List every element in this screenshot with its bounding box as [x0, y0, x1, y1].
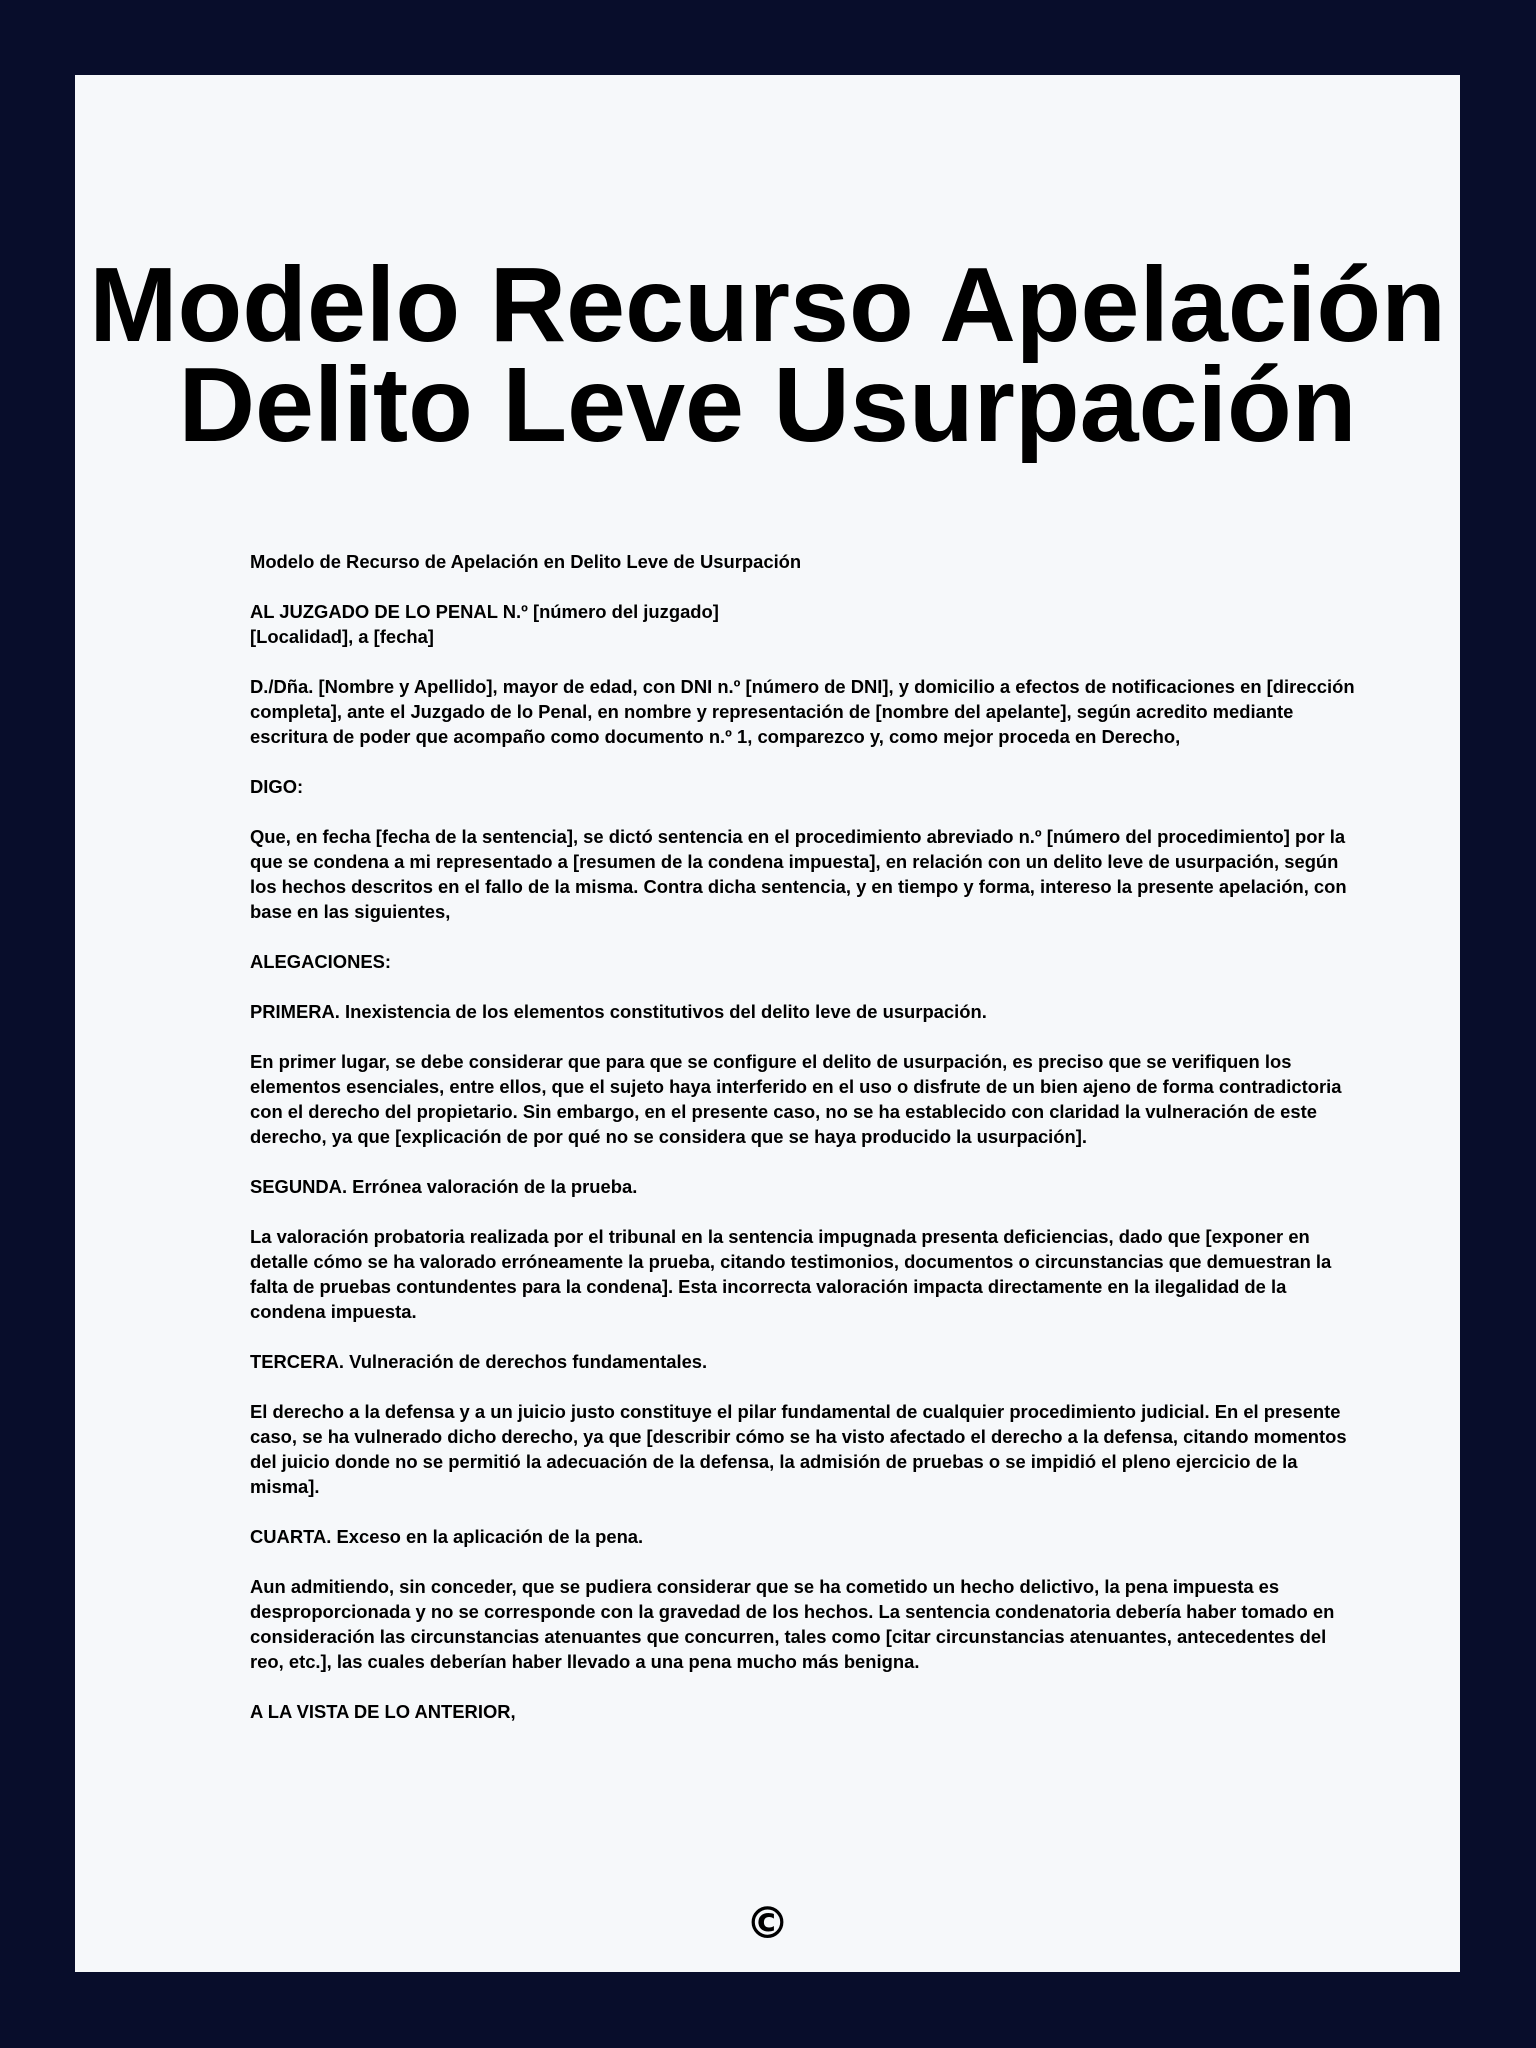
allegation-4-title: CUARTA. Exceso en la aplicación de la pena.	[250, 1526, 644, 1547]
allegation-2-text: La valoración probatoria realizada por el tribunal en la sentencia impugnada presenta deficiencias, dado que [exponer en detalle cómo se ha valorado erróneamente la prueba, citando testimonios, documentos o circunstancias que demuestran la falta de pruebas contundentes para la condena]. Esta incorrecta valoración impacta directamente en la ilegalidad de la condena impuesta.	[250, 1226, 1332, 1322]
allegation-4-text: Aun admitiendo, sin conceder, que se pudiera considerar que se ha cometido un hecho delictivo, la pena impuesta es desproporcionada y no se corresponde con la gravedad de los hechos. La sentencia condenatoria debería haber tomado en consideración las circunstancias atenuantes que concurren, tales como [citar circunstancias atenuantes, antecedentes del reo, etc.], las cuales deberían haber llevado a una pena mucho más benigna.	[250, 1576, 1335, 1672]
allegations-heading: ALEGACIONES:	[250, 951, 392, 972]
title-line-1: Modelo Recurso Apelación	[89, 246, 1446, 364]
digo-heading: DIGO:	[250, 776, 304, 797]
allegation-1-title: PRIMERA. Inexistencia de los elementos constitutivos del delito leve de usurpación.	[250, 1001, 987, 1022]
allegation-2-title: SEGUNDA. Errónea valoración de la prueba.	[250, 1176, 638, 1197]
court-address: AL JUZGADO DE LO PENAL N.º [número del juzgado]	[250, 601, 719, 622]
allegation-1-text: En primer lugar, se debe considerar que para que se configure el delito de usurpación, es preciso que se verifiquen los elementos esenciales, entre ellos, que el sujeto haya interferido en el uso o disfrute de un bien ajeno de forma contradictoria con el derecho del propietario. Sin embargo, en el presente caso, no se ha establecido con claridad la vulneración de este derecho, ya que [explicación de por qué no se considera que se haya producido la usurpación].	[250, 1051, 1342, 1147]
document-body	[250, 549, 1360, 1749]
allegation-3-title: TERCERA. Vulneración de derechos fundamentales.	[250, 1351, 708, 1372]
facts-paragraph: Que, en fecha [fecha de la sentencia], se dictó sentencia en el procedimiento abreviado n.º [número del procedimiento] por la que se condena a mi representado a [resumen de la condena impuesta], en relación con un delito leve de usurpación, según los hechos descritos en el fallo de la misma. Contra dicha sentencia, y en tiempo y forma, intereso la presente apelación, con base en las siguientes,	[250, 826, 1347, 922]
appearance-paragraph: D./Dña. [Nombre y Apellido], mayor de edad, con DNI n.º [número de DNI], y domicilio a efectos de notificaciones en [dirección completa], ante el Juzgado de lo Penal, en nombre y representación de [nombre del apelante], según acredito mediante escritura de poder que acompaño como documento n.º 1, comparezco y, como mejor proceda en Derecho,	[250, 676, 1355, 747]
document-heading: Modelo de Recurso de Apelación en Delito Leve de Usurpación	[250, 551, 802, 572]
place-date: [Localidad], a [fecha]	[250, 626, 434, 647]
document-title	[75, 246, 1460, 464]
title-line-2: Delito Leve Usurpación	[178, 346, 1357, 464]
conclusion-heading: A LA VISTA DE LO ANTERIOR,	[250, 1701, 516, 1722]
document-page	[75, 75, 1460, 1972]
copyright-icon: ©	[745, 1898, 790, 1949]
allegation-3-text: El derecho a la defensa y a un juicio justo constituye el pilar fundamental de cualquier procedimiento judicial. En el presente caso, se ha vulnerado dicho derecho, ya que [describir cómo se ha visto afectado el derecho a la defensa, citando momentos del juicio donde no se permitió la adecuación de la defensa, la admisión de pruebas o se impidió el pleno ejercicio de la misma].	[250, 1401, 1347, 1497]
